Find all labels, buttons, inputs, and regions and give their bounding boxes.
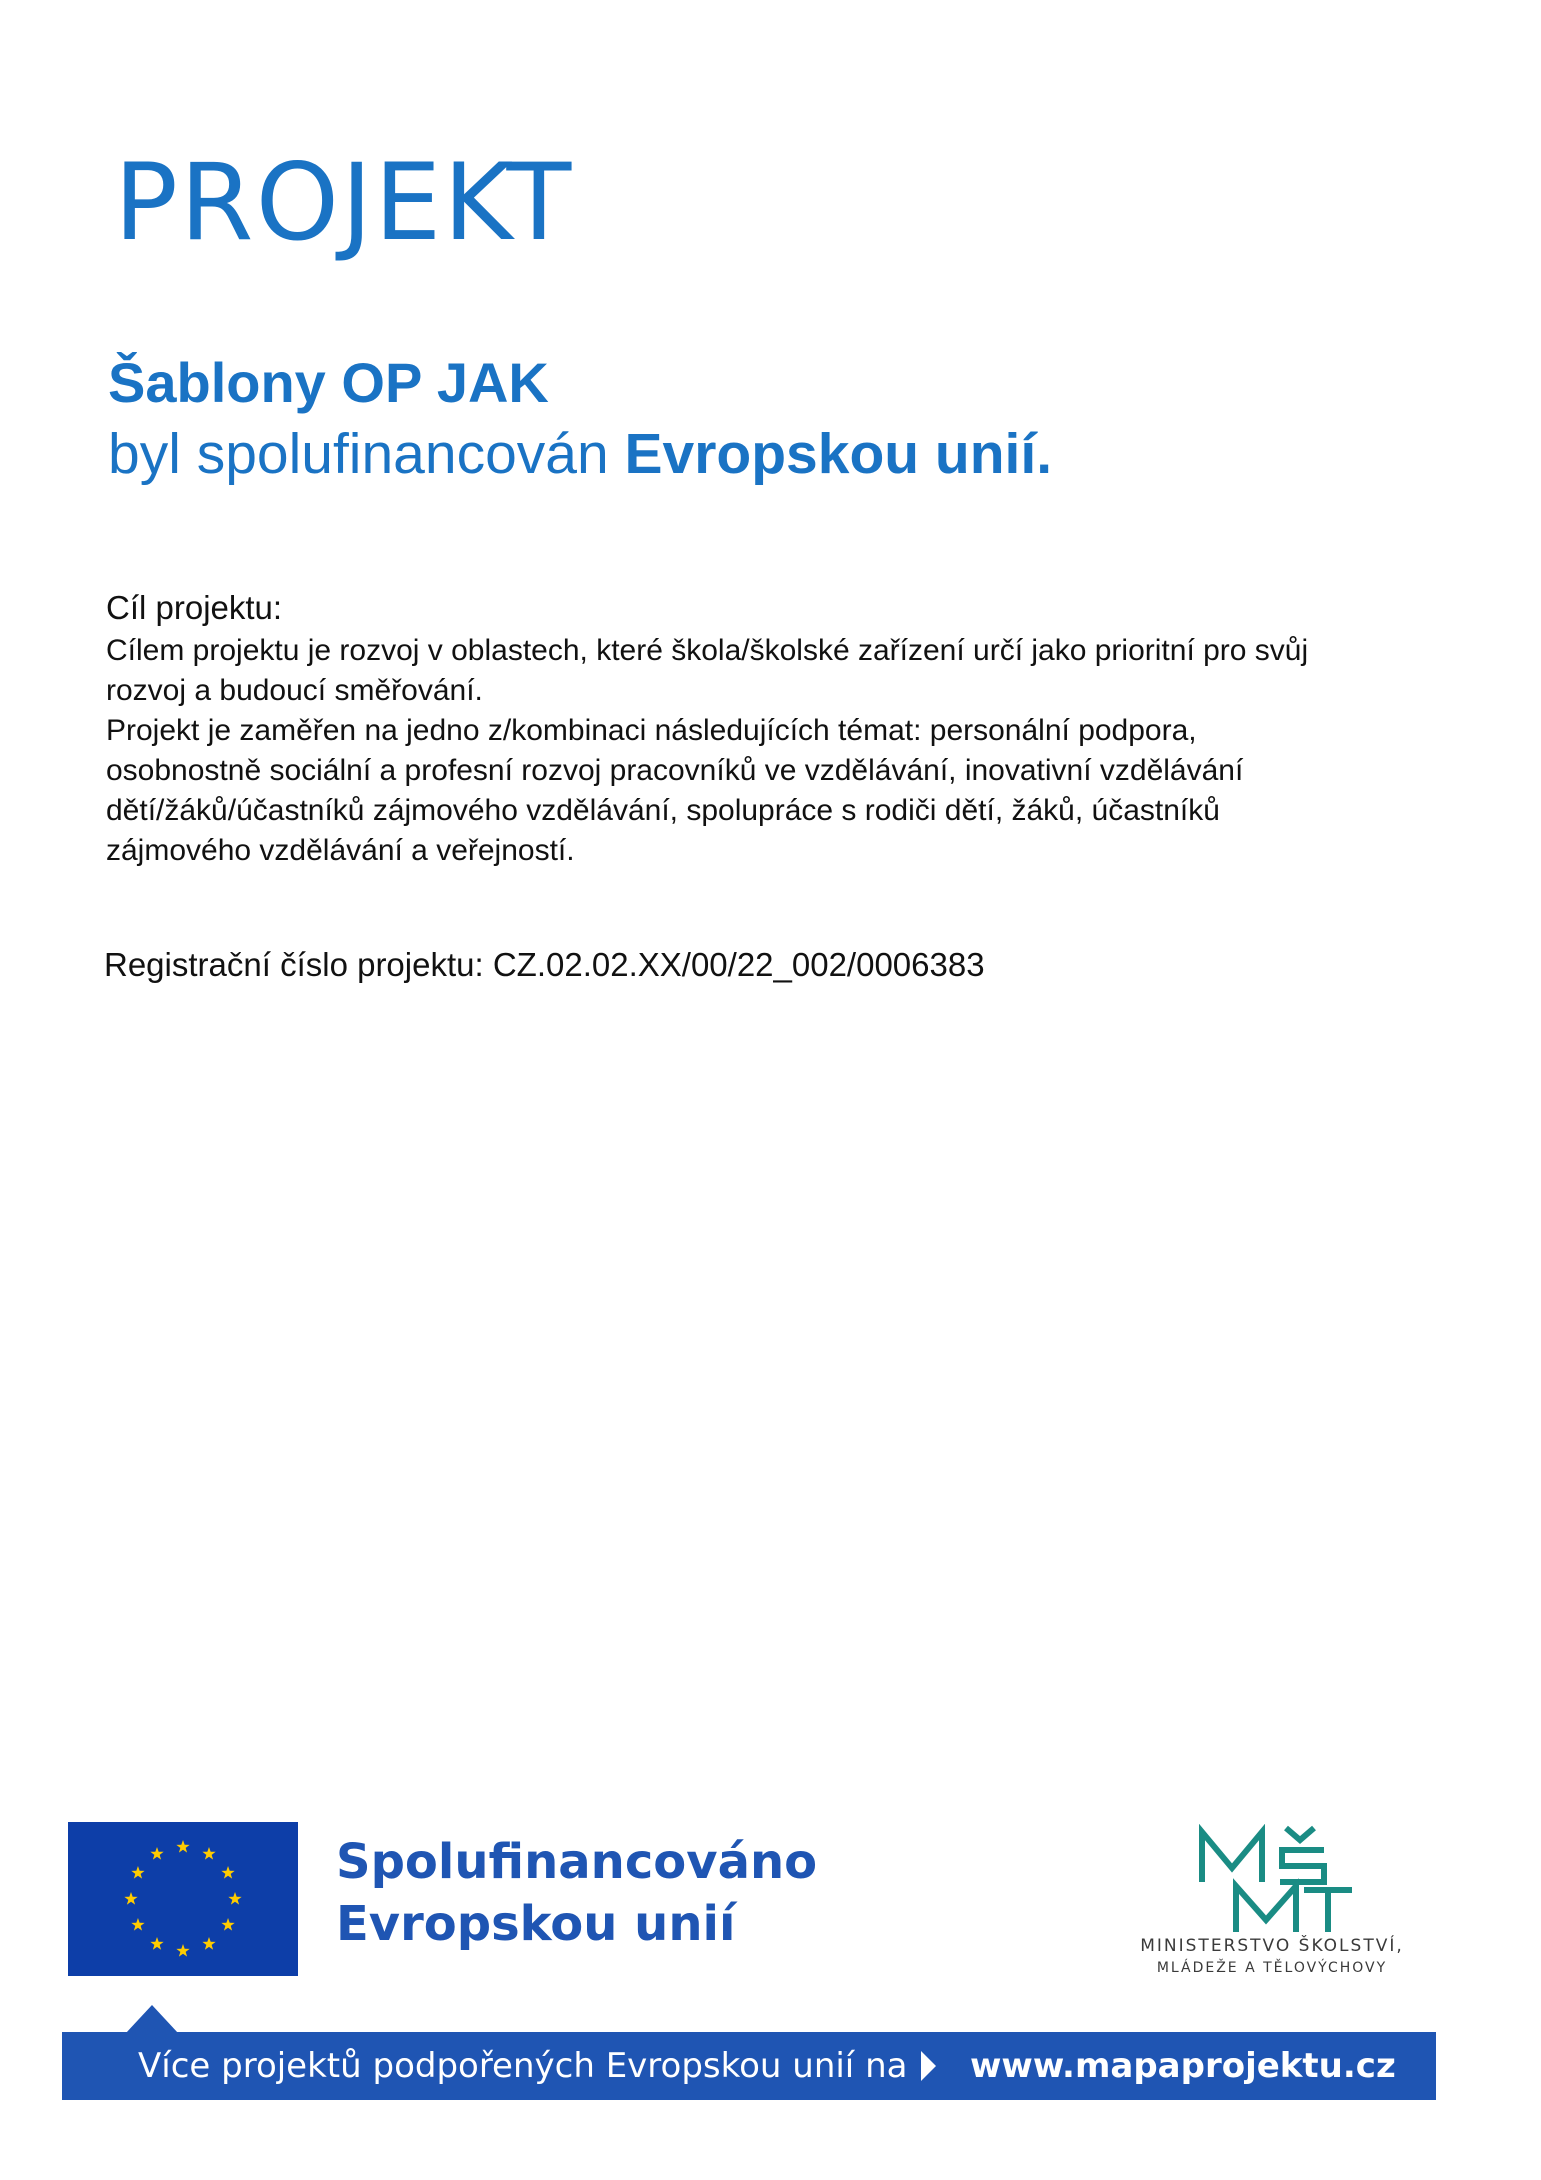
goal-line-1: Cílem projektu je rozvoj v oblastech, které škola/školské zařízení určí jako prioritní pro svůj (106, 634, 1309, 667)
eu-cofunding-line-2: Evropskou unií (336, 1896, 736, 1952)
eu-flag-icon (68, 1822, 298, 1976)
goal-line-2: rozvoj a budoucí směřování. (106, 674, 483, 707)
focus-line-4: zájmového vzdělávání a veřejností. (106, 834, 575, 867)
focus-line-3: dětí/žáků/účastníků zájmového vzdělávání, spolupráce s rodiči dětí, žáků, účastníků (106, 794, 1220, 827)
msmt-line-2: MLÁDEŽE A TĚLOVÝCHOVY (1156, 1960, 1388, 1976)
project-name: Šablony OP JAK (108, 351, 549, 414)
eu-cofunding-line-1: Spolufinancováno (336, 1834, 818, 1890)
registration-number (104, 945, 985, 985)
funding-source: Evropskou unií. (624, 422, 1053, 486)
play-arrow-icon (921, 2051, 936, 2081)
focus-line-1: Projekt je zaměřen na jedno z/kombinaci následujících témat: personální podpora, (106, 714, 1197, 747)
project-title: PROJEKT (114, 141, 574, 264)
goal-label: Cíl projektu: (106, 589, 283, 626)
msmt-line-1: MINISTERSTVO ŠKOLSTVÍ, (1140, 1936, 1404, 1956)
funding-statement (108, 418, 1052, 490)
registration-label: Registrační číslo projektu: (104, 946, 493, 983)
registration-value: CZ.02.02.XX/00/22_002/0006383 (492, 946, 985, 983)
msmt-icon (1196, 1824, 1356, 1936)
banner-text: Více projektů podpořených Evropskou unií na (138, 2046, 908, 2086)
focus-line-2: osobnostně sociální a profesní rozvoj pracovníků ve vzdělávání, inovativní vzdělávání (106, 754, 1244, 787)
bottom-banner (62, 2032, 1436, 2100)
banner-url-link[interactable]: www.mapaprojektu.cz (970, 2046, 1396, 2086)
project-description (106, 585, 1406, 871)
banner-notch (126, 2005, 178, 2033)
msmt-logo (1102, 1824, 1442, 1984)
funding-prefix: byl spolufinancován (108, 422, 625, 486)
project-heading (108, 348, 1052, 490)
eu-cofunding-text (336, 1831, 817, 1955)
